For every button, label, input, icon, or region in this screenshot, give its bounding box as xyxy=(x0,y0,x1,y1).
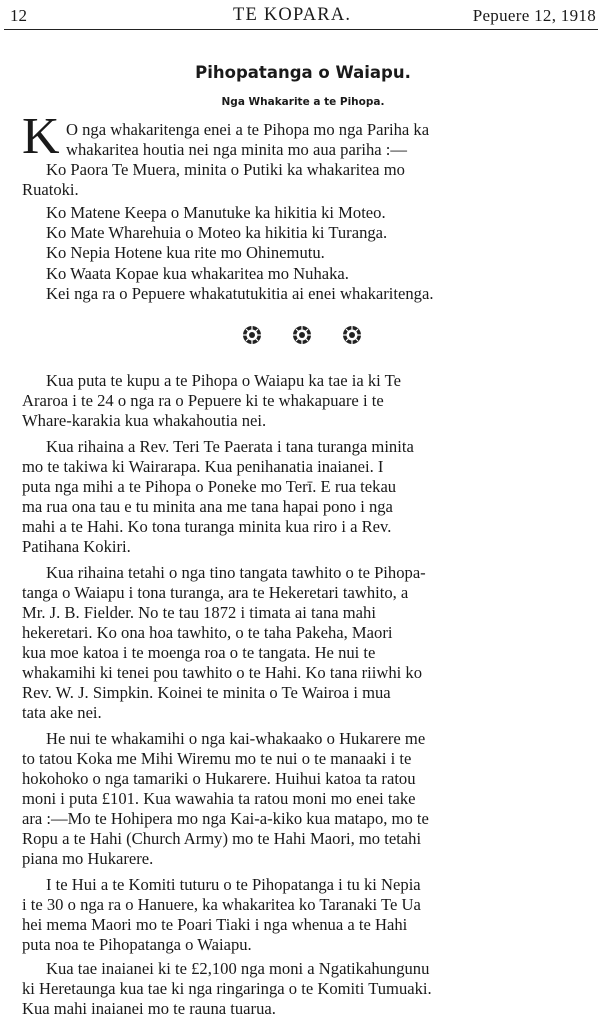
flower-ornament-icon xyxy=(341,324,363,346)
paragraph-line: to tatou Koka me Mihi Wiremu mo te nui o te manaaki i te xyxy=(22,749,412,768)
paragraph-line: Araroa i te 24 o nga ra o Pepuere ki te whakapuare i te xyxy=(22,391,384,410)
intro-line: Kei nga ra o Pepuere whakatutukitia ai enei whakaritenga. xyxy=(46,284,434,303)
paragraph-line: ma rua ona tau e tu minita ana me tana hapai pono i nga xyxy=(22,497,393,516)
paragraph-line: mo te takiwa ki Wairarapa. Kua penihanatia inaianei. I xyxy=(22,457,384,476)
intro-line: Ko Mate Wharehuia o Moteo ka hikitia ki Turanga. xyxy=(46,223,388,242)
paragraph-line: hekeretari. Ko ona hoa tawhito, o te taha Pakeha, Maori xyxy=(22,623,393,642)
paragraph-line: tanga o Waiapu i tona turanga, ara te Hekeretari tawhito, a xyxy=(22,583,409,602)
paragraph-line: hokohoko o nga tamariki o Hukarere. Huihui katoa ta ratou xyxy=(22,769,416,788)
paragraph-line: Kua puta te kupu a te Pihopa o Waiapu ka tae ia ki Te xyxy=(46,371,401,390)
intro-line: O nga whakaritenga enei a te Pihopa mo nga Pariha ka xyxy=(66,120,430,139)
paragraph-line: hei mema Maori mo te Poari Tiaki i nga whenua a te Hahi xyxy=(22,915,408,934)
paragraph-line: i te 30 o nga ra o Hanuere, ka whakaritea ko Taranaki Te Ua xyxy=(22,895,421,914)
intro-line: Ko Matene Keepa o Manutuke ka hikitia ki Moteo. xyxy=(46,203,386,222)
intro-line: Ko Waata Kopae kua whakaritea mo Nuhaka. xyxy=(46,264,349,283)
intro-line: Ko Paora Te Muera, minita o Putiki ka whakaritea mo xyxy=(46,160,405,179)
paragraph-line: puta nga mihi a te Pihopa o Poneke mo Terī. E rua tekau xyxy=(22,477,397,496)
paragraph-line: Mr. J. B. Fielder. No te tau 1872 i timata ai tana mahi xyxy=(22,603,376,622)
header-rule xyxy=(4,29,598,30)
paragraph-line: puta noa te Pihopatanga o Waiapu. xyxy=(22,935,252,954)
paragraph-line: I te Hui a te Komiti tuturu o te Pihopatanga i tu ki Nepia xyxy=(46,875,421,894)
section-subtitle: Nga Whakarite a te Pihopa. xyxy=(221,96,385,108)
ornament-row xyxy=(0,324,606,348)
section-title: Pihopatanga o Waiapu. xyxy=(195,63,411,82)
page-number: 12 xyxy=(10,6,27,25)
paragraph-line: Kua rihaina a Rev. Teri Te Paerata i tana turanga minita xyxy=(46,437,414,456)
paragraph-line: Kua tae inaianei ki te £2,100 nga moni a Ngatikahungunu xyxy=(46,959,430,978)
intro-line: Ko Nepia Hotene kua rite mo Ohinemutu. xyxy=(46,243,325,262)
paragraph-line: tata ake nei. xyxy=(22,703,102,722)
running-header xyxy=(10,4,596,30)
paragraph-line: mahi a te Hahi. Ko tona turanga minita kua riro i a Rev. xyxy=(22,517,392,536)
intro-line: Ruatoki. xyxy=(22,180,79,199)
paragraph-line: Patihana Kokiri. xyxy=(22,537,131,556)
issue-date: Pepuere 12, 1918 xyxy=(472,6,596,25)
paragraph-line: kua moe katoa i te moenga roa o te tangata. He nui te xyxy=(22,643,376,662)
flower-ornament-icon xyxy=(241,324,263,346)
paragraph-line: Kua mahi inaianei mo te rauna tuarua. xyxy=(22,999,276,1018)
paragraph-line: whakamihi ki tenei pou tawhito o te Hahi. Ko tana riiwhi ko xyxy=(22,663,423,682)
paragraph-line: Ropu a te Hahi (Church Army) mo te Hahi Maori, mo tetahi xyxy=(22,829,422,848)
paragraph-line: ara :—Mo te Hohipera mo nga Kai-a-kiko kua matapo, mo te xyxy=(22,809,429,828)
publication-title: TE KOPARA. xyxy=(233,5,352,25)
flower-ornament-icon xyxy=(291,324,313,346)
paragraph-line: Whare-karakia kua whakahoutia nei. xyxy=(22,411,267,430)
intro-line: whakaritea houtia nei nga minita mo aua pariha :— xyxy=(66,140,407,159)
paragraph-line: ki Heretaunga kua tae ki nga ringaringa o te Komiti Tumuaki. xyxy=(22,979,432,998)
paragraph-line: piana mo Hukarere. xyxy=(22,849,154,868)
paragraph-line: moni i puta £101. Kua wawahia ta ratou moni mo enei take xyxy=(22,789,416,808)
paragraph-line: Kua rihaina tetahi o nga tino tangata tawhito o te Pihopa- xyxy=(46,563,426,582)
paragraph-line: He nui te whakamihi o nga kai-whakaako o Hukarere me xyxy=(46,729,426,748)
drop-cap: K xyxy=(22,108,60,165)
paragraph-line: Rev. W. J. Simpkin. Koinei te minita o Te Wairoa i mua xyxy=(22,683,391,702)
